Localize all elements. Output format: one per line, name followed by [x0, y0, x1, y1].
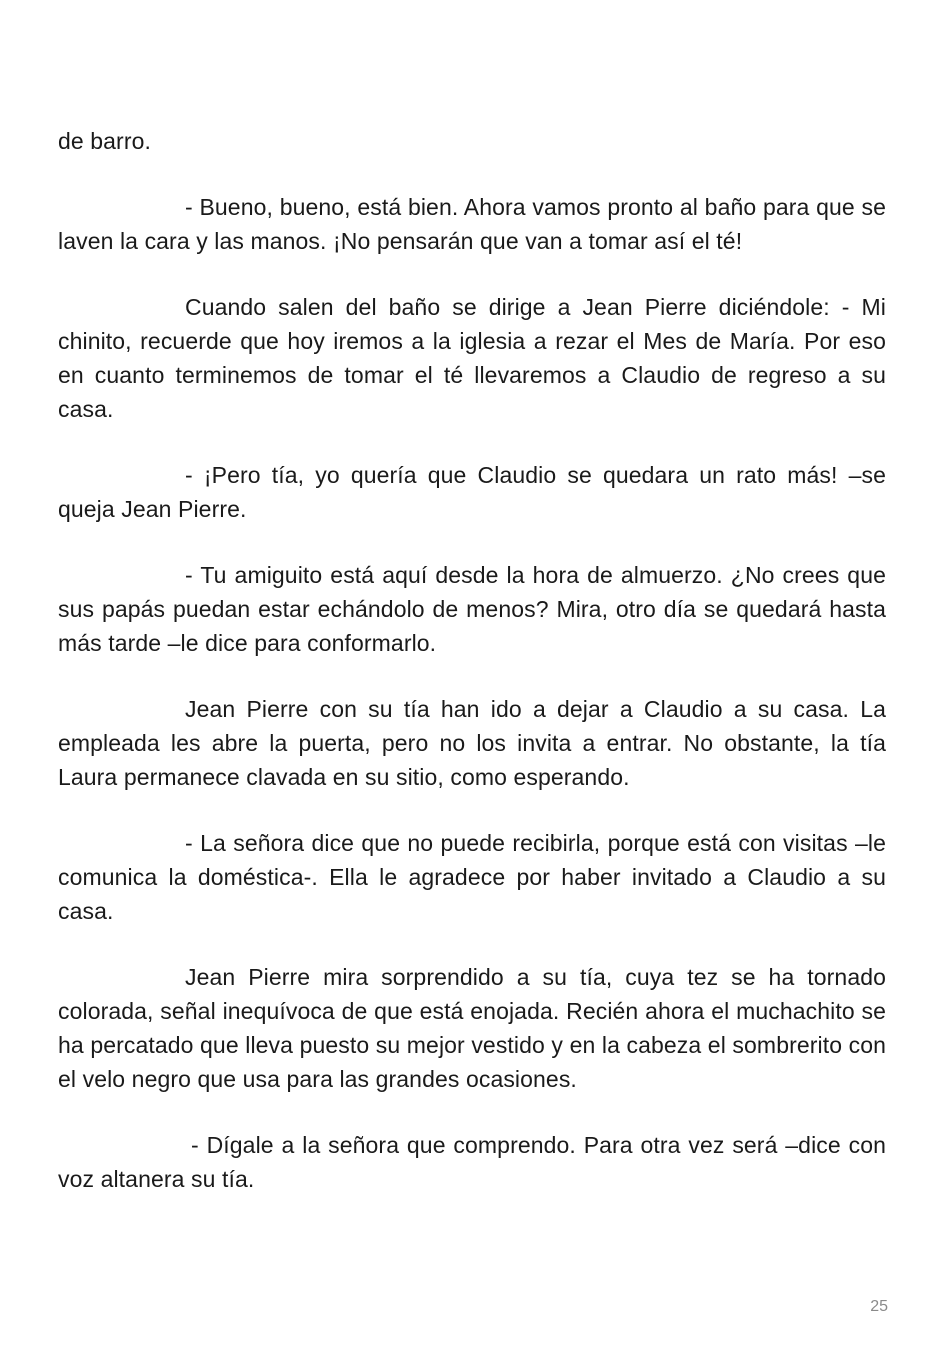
paragraph-dialogue: - Dígale a la señora que comprendo. Para otra vez será –dice con voz altanera su tía.: [58, 1132, 886, 1192]
paragraph-narration: Cuando salen del baño se dirige a Jean Pierre diciéndole: - Mi chinito, recuerde que hoy iremos a la iglesia a rezar el Mes de María. Por eso en cuanto terminemos de tomar el té llevaremos a Claudio de regreso a su casa.: [58, 294, 886, 422]
page-body: [58, 124, 886, 1228]
paragraph-dialogue: - La señora dice que no puede recibirla, porque está con visitas –le comunica la doméstica-. Ella le agradece por haber invitado a Claudio a su casa.: [58, 830, 886, 924]
paragraph-dialogue: - Bueno, bueno, está bien. Ahora vamos pronto al baño para que se laven la cara y las manos. ¡No pensarán que van a tomar así el té!: [58, 194, 886, 254]
paragraph-dialogue: - Tu amiguito está aquí desde la hora de almuerzo. ¿No crees que sus papás puedan estar echándolo de menos? Mira, otro día se quedará hasta más tarde –le dice para conformarlo.: [58, 562, 886, 656]
paragraph-narration: Jean Pierre con su tía han ido a dejar a Claudio a su casa. La empleada les abre la puerta, pero no los invita a entrar. No obstante, la tía Laura permanece clavada en su sitio, como esperando.: [58, 696, 886, 790]
paragraph-continuation: de barro.: [58, 128, 151, 154]
page-number: 25: [870, 1298, 888, 1315]
paragraph-dialogue: - ¡Pero tía, yo quería que Claudio se quedara un rato más! –se queja Jean Pierre.: [58, 462, 886, 522]
paragraph-narration: Jean Pierre mira sorprendido a su tía, cuya tez se ha tornado colorada, señal inequívoca de que está enojada. Recién ahora el muchachito se ha percatado que lleva puesto su mejor vestido y en la cabeza el sombrerito con el velo negro que usa para las grandes ocasiones.: [58, 964, 886, 1092]
